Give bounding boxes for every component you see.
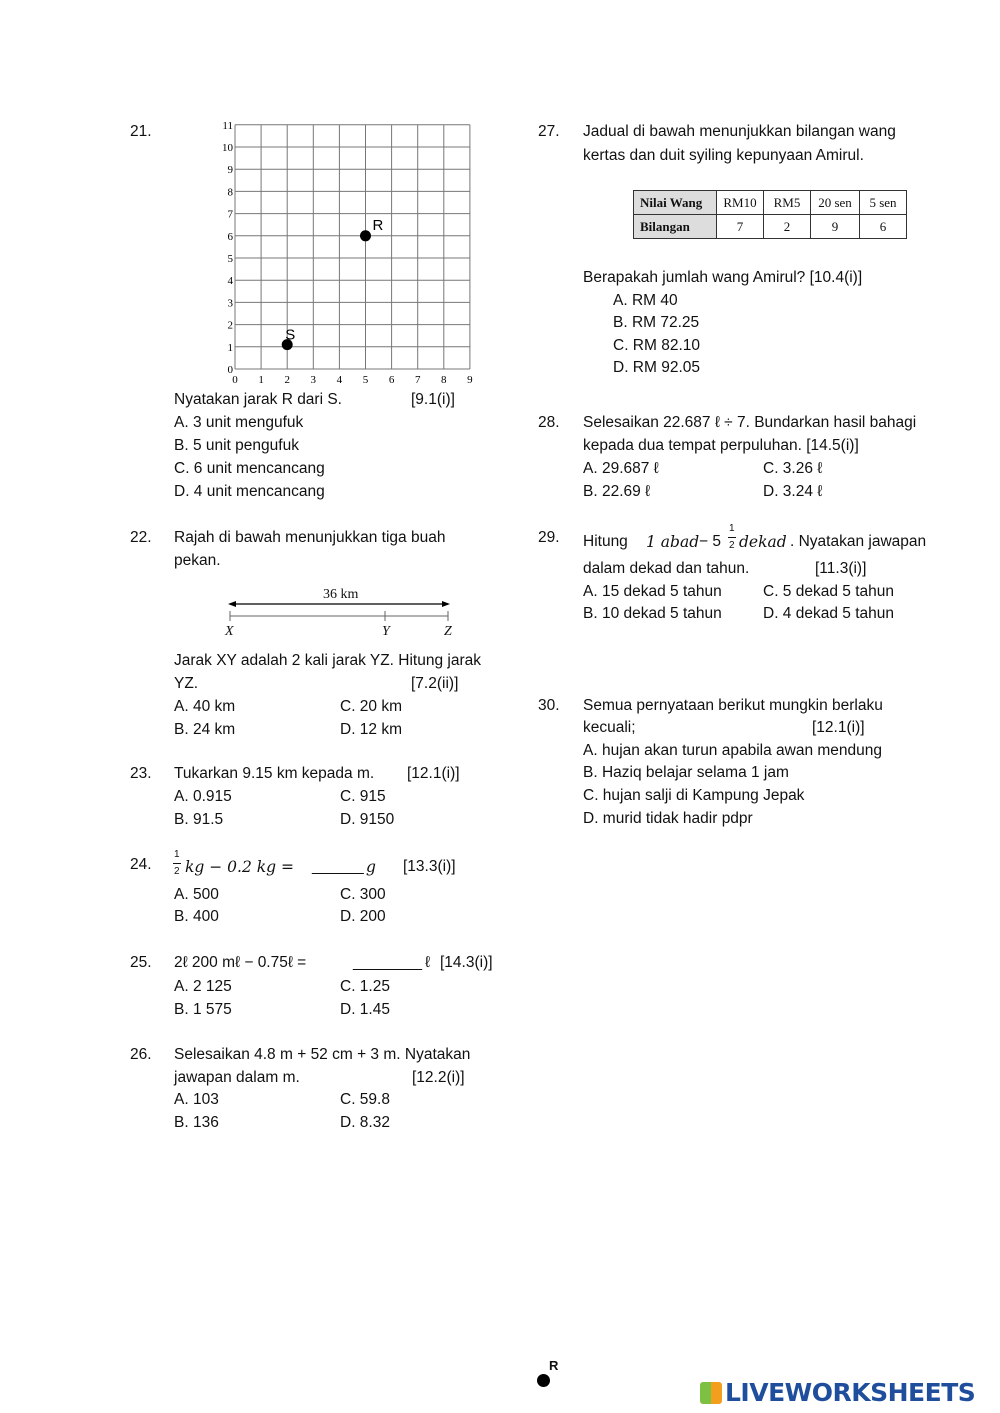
x-tick-label: 9 xyxy=(467,374,473,386)
q25-answer-blank[interactable]: ________ xyxy=(353,954,422,971)
liveworksheets-logo xyxy=(700,1378,975,1407)
x-tick-label: 6 xyxy=(388,374,395,386)
q30-option[interactable]: D. murid tidak hadir pdpr xyxy=(583,810,753,827)
q25-number: 25. xyxy=(130,954,152,971)
q21-option[interactable]: C. 6 unit mencancang xyxy=(174,460,325,477)
money-table xyxy=(633,190,907,239)
q25-option[interactable]: A. 2 125 xyxy=(174,978,232,995)
q29-ref: [11.3(i)] xyxy=(815,560,867,577)
q23-ref: [12.1(i)] xyxy=(407,765,460,782)
q22-text: Rajah di bawah menunjukkan tiga buah xyxy=(174,529,446,546)
x-tick-label: 8 xyxy=(441,374,447,386)
q29-option[interactable]: A. 15 dekad 5 tahun xyxy=(583,583,722,600)
logo-icon xyxy=(700,1382,722,1404)
q29-hitung: Hitung xyxy=(583,533,628,550)
q26-ref: [12.2(i)] xyxy=(412,1069,465,1086)
q22-distance-label: 36 km xyxy=(323,587,359,602)
q24-option[interactable]: C. 300 xyxy=(340,886,386,903)
q27-question: Berapakah jumlah wang Amirul? [10.4(i)] xyxy=(583,269,863,286)
q24-answer-blank[interactable]: ______ xyxy=(312,858,364,875)
q29-option[interactable]: C. 5 dekad 5 tahun xyxy=(763,583,894,600)
q26-option[interactable]: C. 59.8 xyxy=(340,1091,390,1108)
x-tick-label: 2 xyxy=(284,374,290,386)
q25-expression: 2ℓ 200 mℓ − 0.75ℓ = xyxy=(174,954,307,971)
table-header: RM10 xyxy=(717,191,764,215)
marker-label: R xyxy=(549,1358,559,1373)
table-cell: 9 xyxy=(811,215,860,239)
y-tick-label: 5 xyxy=(227,253,233,265)
q26-number: 26. xyxy=(130,1046,152,1063)
q29-number: 29. xyxy=(538,529,560,546)
q28-option[interactable]: A. 29.687 ℓ xyxy=(583,460,659,477)
y-tick-label: 8 xyxy=(227,186,233,199)
q24-option[interactable]: A. 500 xyxy=(174,886,219,903)
q30-ref: [12.1(i)] xyxy=(812,719,865,736)
q27-text: Jadual di bawah menunjukkan bilangan wang xyxy=(583,123,896,140)
q30-text: kecuali; xyxy=(583,719,636,736)
table-cell: 2 xyxy=(764,215,811,239)
q29-frac-num: 1 xyxy=(729,523,735,534)
x-tick-label: 3 xyxy=(310,374,317,386)
y-tick-label: 4 xyxy=(227,275,233,288)
q21-number: 21. xyxy=(130,123,152,140)
q29-dekad: dekad xyxy=(739,533,787,551)
q21-coordinate-grid xyxy=(215,115,480,390)
q26-option[interactable]: D. 8.32 xyxy=(340,1114,390,1131)
q21-option[interactable]: B. 5 unit pengufuk xyxy=(174,437,299,454)
table-row xyxy=(634,215,907,239)
q28-number: 28. xyxy=(538,414,560,431)
q22-option[interactable]: B. 24 km xyxy=(174,721,236,738)
q22-number: 22. xyxy=(130,529,152,546)
q26-option[interactable]: A. 103 xyxy=(174,1091,219,1108)
logo-text: LIVEWORKSHEETS xyxy=(725,1378,976,1407)
table-header: 5 sen xyxy=(860,191,907,215)
q29-frac-den: 2 xyxy=(729,540,735,551)
q21-question: Nyatakan jarak R dari S. xyxy=(174,391,342,408)
q30-text: Semua pernyataan berikut mungkin berlaku xyxy=(583,697,883,714)
y-tick-label: 11 xyxy=(222,119,233,132)
point-r xyxy=(360,230,371,241)
q24-frac-den: 2 xyxy=(174,866,180,877)
q30-option[interactable]: B. Haziq belajar selama 1 jam xyxy=(583,764,789,781)
q28-option[interactable]: D. 3.24 ℓ xyxy=(763,483,823,500)
town-y: Y xyxy=(382,624,390,639)
table-cell: Bilangan xyxy=(634,215,717,239)
x-tick-label: 0 xyxy=(232,374,238,386)
y-tick-label: 10 xyxy=(222,142,233,154)
q24-frac-num: 1 xyxy=(174,849,180,860)
q22-text: pekan. xyxy=(174,552,221,569)
q24-number: 24. xyxy=(130,856,152,873)
q22-option[interactable]: C. 20 km xyxy=(340,698,403,715)
q23-option[interactable]: A. 0.915 xyxy=(174,788,232,805)
q29-minus: − 5 xyxy=(699,533,721,550)
y-tick-label: 1 xyxy=(227,341,233,354)
q22-option[interactable]: D. 12 km xyxy=(340,721,403,738)
q30-option[interactable]: A. hujan akan turun apabila awan mendung xyxy=(583,742,883,759)
q24-option[interactable]: B. 400 xyxy=(174,908,219,925)
table-header: Nilai Wang xyxy=(634,191,717,215)
q28-text: Selesaikan 22.687 ℓ ÷ 7. Bundarkan hasil bahagi xyxy=(583,414,917,431)
y-tick-label: 9 xyxy=(227,164,233,177)
q28-option[interactable]: B. 22.69 ℓ xyxy=(583,483,651,500)
q21-option[interactable]: D. 4 unit mencancang xyxy=(174,483,325,500)
q23-option[interactable]: D. 9150 xyxy=(340,811,395,828)
q29-abad: 1 abad xyxy=(646,533,700,551)
q29-text: . Nyatakan jawapan xyxy=(790,533,927,550)
point-label: S xyxy=(285,326,296,344)
q23-question: Tukarkan 9.15 km kepada m. xyxy=(174,765,375,782)
q30-option[interactable]: C. hujan salji di Kampung Jepak xyxy=(583,787,805,804)
x-tick-label: 5 xyxy=(362,374,369,386)
y-tick-label: 6 xyxy=(227,230,233,243)
q30-number: 30. xyxy=(538,697,560,714)
q22-option[interactable]: A. 40 km xyxy=(174,698,236,715)
y-tick-label: 2 xyxy=(227,319,233,332)
q26-option[interactable]: B. 136 xyxy=(174,1114,219,1131)
q23-option[interactable]: C. 915 xyxy=(340,788,386,805)
q21-ref: [9.1(i)] xyxy=(411,391,455,408)
y-tick-label: 0 xyxy=(227,364,233,376)
q29-text: dalam dekad dan tahun. xyxy=(583,560,750,577)
table-header: RM5 xyxy=(764,191,811,215)
q25-option[interactable]: C. 1.25 xyxy=(340,978,390,995)
y-tick-label: 7 xyxy=(227,208,233,221)
point-label: R xyxy=(372,216,384,234)
q23-option[interactable]: B. 91.5 xyxy=(174,811,224,828)
q28-text: kepada dua tempat perpuluhan. [14.5(i)] xyxy=(583,437,859,454)
x-tick-label: 7 xyxy=(414,374,421,386)
q27-option[interactable]: D. RM 92.05 xyxy=(613,359,701,376)
q26-text: Selesaikan 4.8 m + 52 cm + 3 m. Nyatakan xyxy=(174,1046,471,1063)
q27-text: kertas dan duit syiling kepunyaan Amirul. xyxy=(583,147,864,164)
table-header-row xyxy=(634,191,907,215)
q27-option[interactable]: C. RM 82.10 xyxy=(613,337,701,354)
q24-option[interactable]: D. 200 xyxy=(340,908,386,925)
table-cell: 6 xyxy=(860,215,907,239)
q21-option[interactable]: A. 3 unit mengufuk xyxy=(174,414,304,431)
q27-number: 27. xyxy=(538,123,560,140)
q29-option[interactable]: B. 10 dekad 5 tahun xyxy=(583,605,722,622)
q23-number: 23. xyxy=(130,765,152,782)
q24-ref: [13.3(i)] xyxy=(403,858,456,875)
q22-question: Jarak XY adalah 2 kali jarak YZ. Hitung jarak xyxy=(174,652,482,669)
table-cell: 7 xyxy=(717,215,764,239)
q25-option[interactable]: D. 1.45 xyxy=(340,1001,390,1018)
town-x: X xyxy=(225,624,234,639)
y-tick-label: 3 xyxy=(227,297,233,310)
q24-expression: kg − 0.2 kg = xyxy=(185,858,294,876)
q22-ref: [7.2(ii)] xyxy=(411,675,459,692)
q25-unit: ℓ xyxy=(425,954,431,971)
x-tick-label: 1 xyxy=(258,374,264,386)
q27-option[interactable]: B. RM 72.25 xyxy=(613,314,700,331)
town-z: Z xyxy=(444,624,452,639)
q24-unit: g xyxy=(366,858,376,876)
q27-option[interactable]: A. RM 40 xyxy=(613,292,678,309)
q25-ref: [14.3(i)] xyxy=(440,954,493,971)
q29-option[interactable]: D. 4 dekad 5 tahun xyxy=(763,605,894,622)
q26-text: jawapan dalam m. xyxy=(174,1069,300,1086)
q25-option[interactable]: B. 1 575 xyxy=(174,1001,232,1018)
x-tick-label: 4 xyxy=(336,374,343,386)
q22-question: YZ. xyxy=(174,675,199,692)
q28-option[interactable]: C. 3.26 ℓ xyxy=(763,460,823,477)
table-header: 20 sen xyxy=(811,191,860,215)
